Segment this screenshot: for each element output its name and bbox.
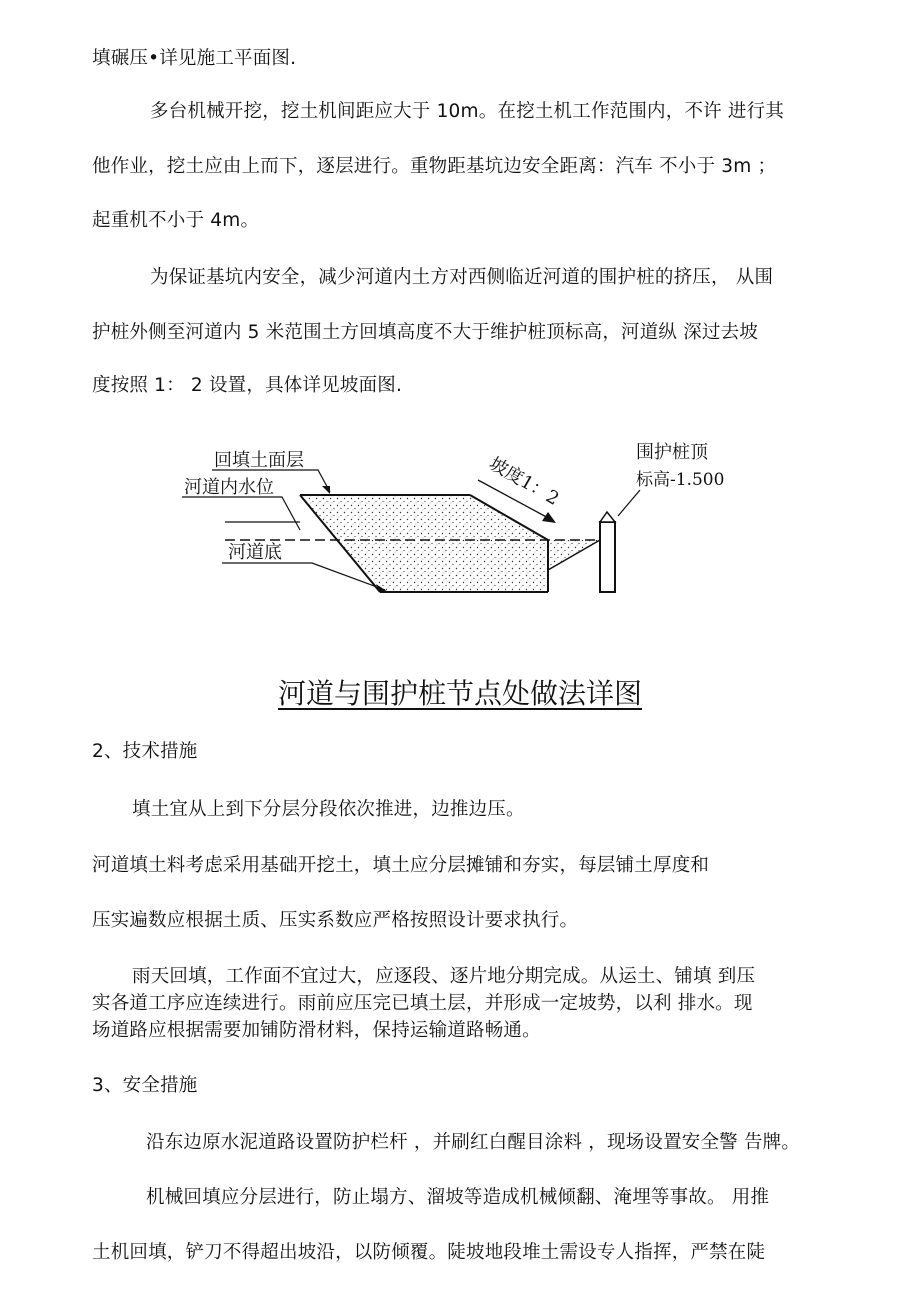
label-water-level: 河道内水位 (184, 477, 274, 498)
section-3-heading: 3、安全措施 (92, 1075, 198, 1096)
paragraph-line: 实各道工序应连续进行。雨前应压完已填土层，并形成一定坡势，以利 排水。现 (92, 993, 753, 1014)
label-pile-top: 围护桩顶 (636, 442, 708, 463)
backfill-soil-area (300, 495, 548, 592)
section-2-heading: 2、技术措施 (92, 741, 198, 762)
paragraph-line: 为保证基坑内安全，减少河道内土方对西侧临近河道的围护桩的挤压， 从围 (150, 267, 774, 288)
diagram-title: 河道与围护桩节点处做法详图 (277, 677, 642, 710)
paragraph-line: 填土宜从上到下分层分段依次推进，边推边压。 (132, 799, 525, 820)
surface-leader-arrow (322, 486, 330, 494)
paragraph-line: 机械回填应分层进行，防止塌方、溜坡等造成机械倾翻、淹埋等事故。 用推 (146, 1187, 770, 1208)
label-backfill-surface: 回填土面层 (214, 450, 304, 471)
paragraph-line: 沿东边原水泥道路设置防护栏杆 ，并刷红白醒目涂料 ，现场设置安全警 告牌。 (146, 1132, 801, 1153)
paragraph-line: 他作业，挖土应由上而下，逐层进行。重物距基坑边安全距离：汽车 不小于 3m ； (92, 156, 777, 177)
paragraph-line: 多台机械开挖，挖土机间距应大于 10m。在挖土机工作范围内，不许 进行其 (150, 101, 785, 122)
pile-label-leader (618, 490, 640, 516)
paragraph-line: 土机回填，铲刀不得超出坡沿，以防倾覆。陡坡地段堆土需设专人指挥，严禁在陡 (92, 1242, 766, 1263)
pile-top-marker (600, 512, 615, 522)
paragraph-line: 河道填土料考虑采用基础开挖土，填土应分层摊铺和夯实，每层铺土厚度和 (92, 855, 710, 876)
paragraph-line: 护桩外侧至河道内 5 米范围土方回填高度不大于维护桩顶标高，河道纵 深过去坡 (92, 322, 759, 343)
retaining-pile (600, 522, 615, 592)
paragraph-line: 度按照 1： 2 设置，具体详见坡面图. (92, 375, 403, 396)
water-label-leader (182, 497, 300, 530)
paragraph-line: 起重机不小于 4m。 (92, 210, 260, 231)
paragraph-line: 压实遍数应根据土质、压实系数应严格按照设计要求执行。 (92, 910, 579, 931)
label-pile-elevation: 标高-1.500 (636, 470, 725, 490)
paragraph-line: 场道路应根据需要加铺防滑材料，保持运输道路畅通。 (92, 1020, 541, 1041)
slope-arrow-head (542, 512, 556, 523)
paragraph-line: 填碾压•详见施工平面图. (92, 48, 297, 69)
paragraph-line: 雨天回填，工作面不宜过大，应逐段、逐片地分期完成。从运土、铺填 到压 (132, 966, 756, 987)
label-slope-ratio: 坡度1：2 (485, 453, 563, 510)
label-river-bottom: 河道底 (228, 542, 282, 563)
